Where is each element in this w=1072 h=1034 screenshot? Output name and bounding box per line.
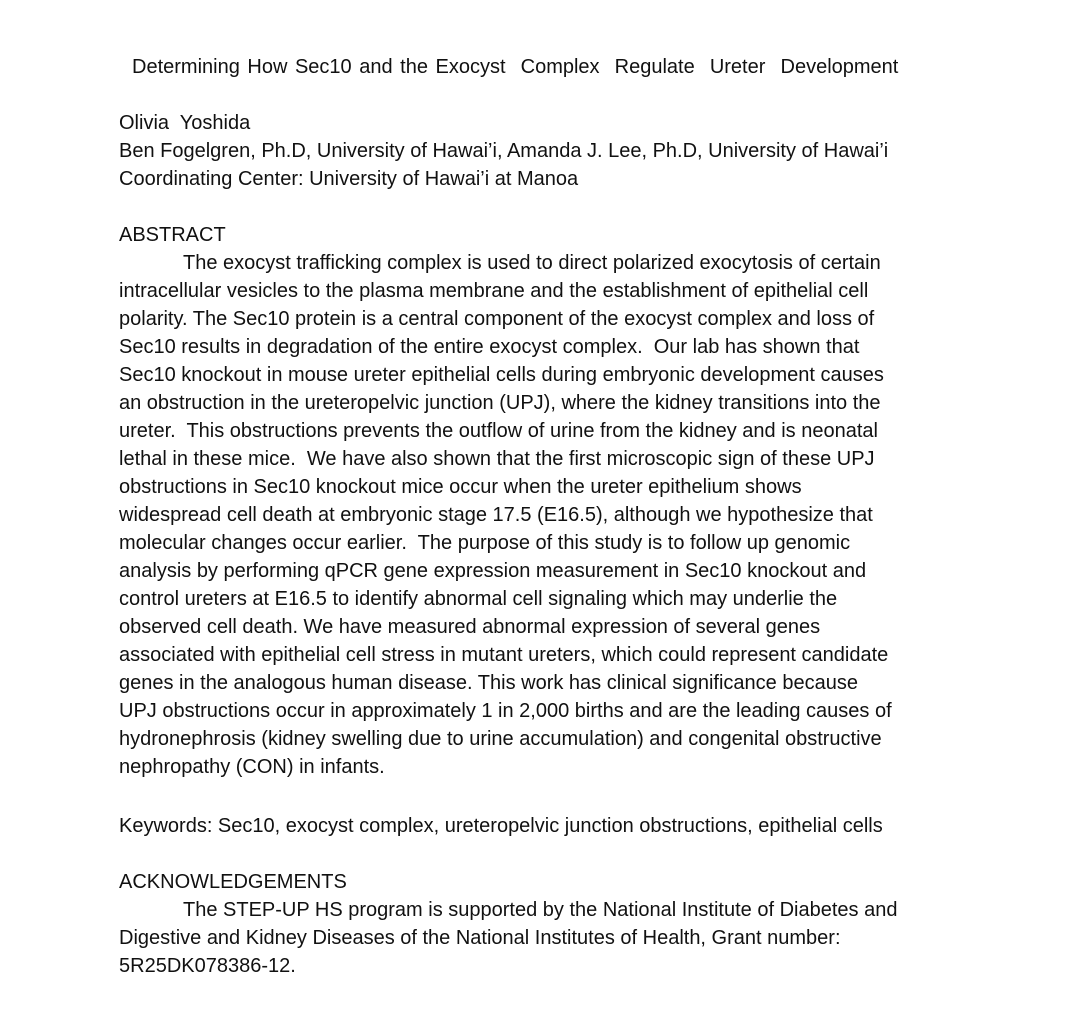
- abstract-line: The exocyst trafficking complex is used to direct polarized exocytosis of certain: [183, 252, 881, 274]
- abstract-line: control ureters at E16.5 to identify abnormal cell signaling which may underlie the: [119, 588, 838, 610]
- abstract-line: ureter. This obstructions prevents the outflow of urine from the kidney and is neonatal: [119, 420, 878, 442]
- mentor-list: Ben Fogelgren, Ph.D, University of Hawai’i, Amanda J. Lee, Ph.D, University of Hawai’i: [119, 140, 889, 162]
- keywords-section: [119, 812, 949, 840]
- abstract-line: genes in the analogous human disease. This work has clinical significance because: [119, 672, 858, 694]
- abstract-line: observed cell death. We have measured abnormal expression of several genes: [119, 616, 821, 638]
- abstract-line: molecular changes occur earlier. The purpose of this study is to follow up genomic: [119, 532, 851, 554]
- acknowledgements-line: 5R25DK078386-12.: [119, 955, 296, 977]
- abstract-line: hydronephrosis (kidney swelling due to urine accumulation) and congenital obstructive: [119, 728, 882, 750]
- acknowledgements-line: Digestive and Kidney Diseases of the National Institutes of Health, Grant number:: [119, 927, 841, 949]
- abstract-heading: ABSTRACT: [119, 224, 226, 246]
- abstract-line: an obstruction in the ureteropelvic junction (UPJ), where the kidney transitions into the: [119, 392, 881, 414]
- abstract-line: UPJ obstructions occur in approximately 1 in 2,000 births and are the leading causes of: [119, 700, 892, 722]
- abstract-line: Sec10 knockout in mouse ureter epithelial cells during embryonic development causes: [119, 364, 884, 386]
- acknowledgements-section: [119, 868, 949, 980]
- abstract-line: polarity. The Sec10 protein is a central component of the exocyst complex and loss of: [119, 308, 875, 330]
- author-name: Olivia Yoshida: [119, 112, 251, 134]
- author-block: [119, 109, 949, 193]
- abstract-line: nephropathy (CON) in infants.: [119, 756, 385, 778]
- abstract-line: lethal in these mice. We have also shown that the first microscopic sign of these UPJ: [119, 448, 875, 470]
- keywords-line: Keywords: Sec10, exocyst complex, ureteropelvic junction obstructions, epithelial cells: [119, 815, 883, 837]
- acknowledgements-heading: ACKNOWLEDGEMENTS: [119, 871, 347, 893]
- abstract-line: analysis by performing qPCR gene expression measurement in Sec10 knockout and: [119, 560, 867, 582]
- abstract-line: intracellular vesicles to the plasma membrane and the establishment of epithelial cell: [119, 280, 869, 302]
- coordinating-center: Coordinating Center: University of Hawai’i at Manoa: [119, 168, 579, 190]
- abstract-line: widespread cell death at embryonic stage 17.5 (E16.5), although we hypothesize that: [119, 504, 873, 526]
- document-title: Determining How Sec10 and the Exocyst Complex Regulate Ureter Development: [132, 56, 899, 78]
- abstract-section: [119, 221, 949, 781]
- abstract-line: Sec10 results in degradation of the entire exocyst complex. Our lab has shown that: [119, 336, 860, 358]
- abstract-line: obstructions in Sec10 knockout mice occur when the ureter epithelium shows: [119, 476, 802, 498]
- abstract-line: associated with epithelial cell stress in mutant ureters, which could represent candidate: [119, 644, 889, 666]
- acknowledgements-line: The STEP-UP HS program is supported by the National Institute of Diabetes and: [183, 899, 898, 921]
